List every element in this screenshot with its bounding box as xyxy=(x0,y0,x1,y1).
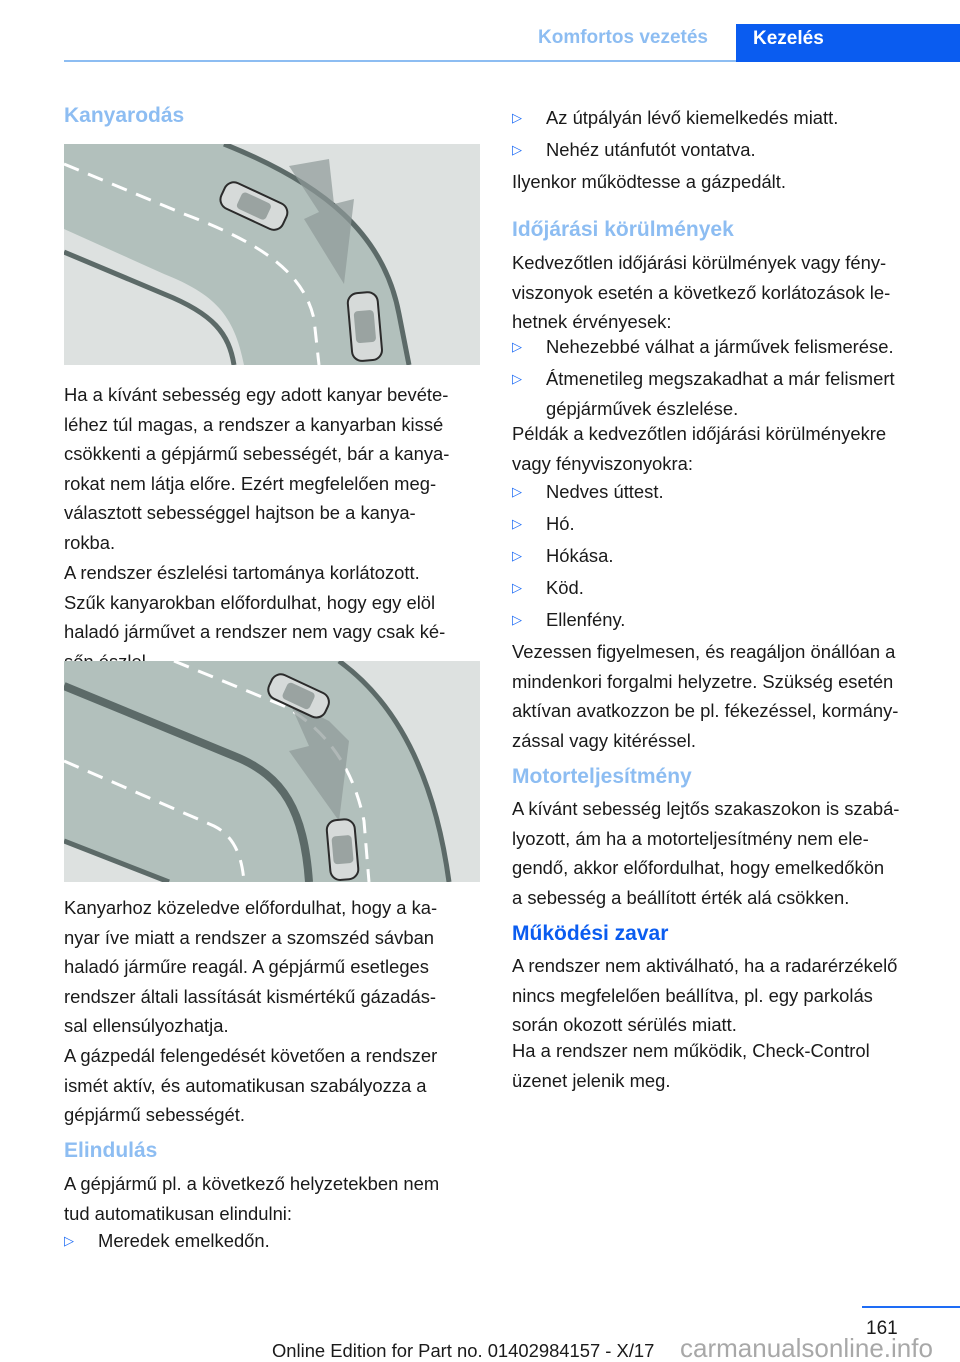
footer-edition: Online Edition for Part no. 01402984157 - X/17 xyxy=(272,1340,655,1361)
paragraph-detection-range xyxy=(64,558,484,676)
text-line: nyar íve miatt a rendszer a szomszéd sávban xyxy=(64,926,435,948)
text-line: során okozott sérülés miatt. xyxy=(512,1014,737,1035)
text-line: gépjármű sebességét. xyxy=(64,1104,245,1125)
text-line: csökkenti a gépjármű sebességét, bár a kanya- xyxy=(64,443,450,464)
text-line: mindenkori forgalmi helyzetre. Szükség esetén xyxy=(512,670,894,692)
heading-idojaras: Időjárási körülmények xyxy=(512,218,734,241)
list-item-text: Az útpályán lévő kiemelkedés miatt. xyxy=(546,107,839,128)
page-number: 161 xyxy=(866,1318,898,1339)
list-item-text: Meredek emelkedőn. xyxy=(98,1230,270,1251)
text-line: A gépjármű pl. a következő helyzetekben nem xyxy=(64,1173,440,1194)
triangle-bullet-icon: ▷ xyxy=(512,548,522,563)
triangle-bullet-icon: ▷ xyxy=(512,371,522,386)
text-line: a sebesség a beállított érték alá csökken. xyxy=(512,886,850,908)
paragraph-check-control xyxy=(512,1036,932,1095)
heading-elindulas: Elindulás xyxy=(64,1139,158,1162)
text-line: rokba. xyxy=(64,531,116,553)
text-line: A rendszer nem aktiválható, ha a radarérzékelő xyxy=(512,955,898,976)
road-curve-adjacent-lane-diagram-icon xyxy=(64,661,480,882)
text-line: Vezessen figyelmesen, és reagáljon önállóan a xyxy=(512,641,896,662)
paragraph-adjacent-lane xyxy=(64,893,484,1041)
text-line: Példák a kedvezőtlen időjárási körülményekre xyxy=(512,423,887,444)
text-line: lyozott, ám ha a motorteljesítmény nem ele- xyxy=(512,827,869,849)
text-line: Szűk kanyarokban előfordulhat, hogy egy elöl xyxy=(64,591,436,613)
heading-motor: Motorteljesítmény xyxy=(512,765,692,788)
paragraph-malfunction xyxy=(512,951,932,1040)
text-line: rendszer általi lassítását kismértékű gázadás- xyxy=(64,985,437,1007)
list-item-text: Hókása. xyxy=(546,545,614,566)
text-line: aktívan avatkozzon be pl. fékezéssel, kormány- xyxy=(512,700,899,721)
text-line: üzenet jelenik meg. xyxy=(512,1069,671,1091)
text-line: rokat nem látja előre. Ezért megfelelően meg- xyxy=(64,472,437,494)
list-item-text: Nehezebbé válhat a járművek felismerése. xyxy=(546,336,894,357)
paragraph-pedal-release xyxy=(64,1041,484,1130)
paragraph-start-intro xyxy=(64,1169,484,1228)
page-number-rule xyxy=(862,1306,960,1308)
text-line: választott sebességgel hajtson be a kanya- xyxy=(64,502,416,523)
text-line: viszonyok esetén a következő korlátozások le- xyxy=(512,281,891,303)
figure-curve-single-lane xyxy=(64,144,480,365)
list-item-text: Ellenfény. xyxy=(546,609,626,630)
text-line: léhez túl magas, a rendszer a kanyarban kissé xyxy=(64,413,444,435)
text-line: Kanyarhoz közeledve előfordulhat, hogy a ka- xyxy=(64,897,438,918)
paragraph-drive-carefully xyxy=(512,637,932,755)
text-line: hetnek érvényesek: xyxy=(512,311,672,332)
paragraph-motor xyxy=(512,794,932,912)
text-line: haladó járművet a rendszer nem vagy csak ké- xyxy=(64,621,446,642)
watermark: carmanualsonline.info xyxy=(680,1333,933,1362)
road-curve-car-detection-diagram-icon xyxy=(64,144,480,365)
figure-curve-two-lanes xyxy=(64,661,480,882)
list-item-text: Nehéz utánfutót vontatva. xyxy=(546,139,756,160)
text-line: gendő, akkor előfordulhat, hogy emelkedőkön xyxy=(512,857,885,878)
triangle-bullet-icon: ▷ xyxy=(512,580,522,595)
list-item-text: Nedves úttest. xyxy=(546,481,664,502)
text-line: sal ellensúlyozhatja. xyxy=(64,1015,229,1036)
text-line: haladó járműre reagál. A gépjármű esetleges xyxy=(64,956,429,977)
triangle-bullet-icon: ▷ xyxy=(512,110,522,125)
heading-zavar: Működési zavar xyxy=(512,922,669,945)
triangle-bullet-icon: ▷ xyxy=(512,612,522,627)
text-line: Ha a kívánt sebesség egy adott kanyar bevéte- xyxy=(64,384,449,405)
text-line: Ha a rendszer nem működik, Check-Control xyxy=(512,1040,870,1061)
heading-kanyarodas: Kanyarodás xyxy=(64,104,185,127)
text-line: zással vagy kitéréssel. xyxy=(512,729,696,751)
text-line: nincs megfelelően beállítva, pl. egy parkolás xyxy=(512,984,873,1006)
text-line: Ilyenkor működtesse a gázpedált. xyxy=(512,171,786,192)
header-active-tab-label: Kezelés xyxy=(753,28,824,49)
triangle-bullet-icon: ▷ xyxy=(512,484,522,499)
text-line: A rendszer észlelési tartománya korlátozott. xyxy=(64,562,420,583)
text-line: ismét aktív, és automatikusan szabályozza a xyxy=(64,1074,427,1096)
text-line: vagy fényviszonyokra: xyxy=(512,452,693,474)
paragraph-use-pedal xyxy=(512,167,932,197)
list-item-text: Hó. xyxy=(546,513,575,534)
text-line: A kívánt sebesség lejtős szakaszokon is szabá- xyxy=(512,798,900,819)
list-item-text: Köd. xyxy=(546,577,584,598)
header-active-tab[interactable] xyxy=(736,24,960,62)
triangle-bullet-icon: ▷ xyxy=(512,142,522,157)
triangle-bullet-icon: ▷ xyxy=(512,516,522,531)
paragraph-weather-examples xyxy=(512,419,932,478)
text-line: Kedvezőtlen időjárási körülmények vagy fény- xyxy=(512,252,887,273)
triangle-bullet-icon: ▷ xyxy=(512,339,522,354)
paragraph-curve-speed xyxy=(64,380,484,557)
text-line: A gázpedál felengedését követően a rendszer xyxy=(64,1045,438,1066)
triangle-bullet-icon: ▷ xyxy=(64,1233,74,1248)
text-line: tud automatikusan elindulni: xyxy=(64,1202,292,1224)
list-item-text: Átmenetileg megszakadhat a már felismert gépjárművek észlelése. xyxy=(546,368,895,419)
paragraph-weather-intro xyxy=(512,248,932,337)
header-section-label[interactable]: Komfortos vezetés xyxy=(538,27,708,48)
